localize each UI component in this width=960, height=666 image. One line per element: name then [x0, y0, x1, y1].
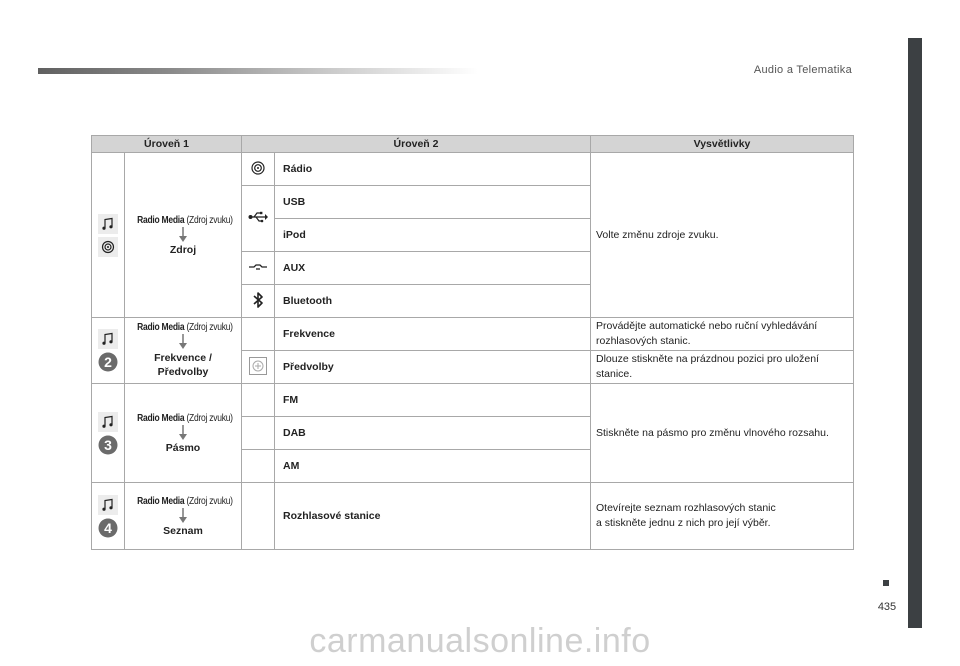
- page-number: 435: [877, 601, 897, 613]
- level1-label: Frekvence / Předvolby: [154, 352, 212, 378]
- level2-label: Rádio: [275, 153, 591, 186]
- aux-icon: [249, 262, 267, 272]
- radio-media-label: Radio Media: [137, 412, 185, 424]
- radio-icon: [98, 237, 118, 257]
- source-hint: (Zdroj zvuku): [186, 322, 233, 333]
- level2-label: FM: [275, 384, 591, 417]
- radio-media-label: Radio Media: [137, 495, 185, 507]
- music-note-icon: [98, 495, 118, 515]
- level2-label: Předvolby: [275, 351, 591, 384]
- header-explanation: Vysvětlivky: [591, 136, 854, 153]
- table-row: [92, 384, 854, 417]
- step-badge: [98, 435, 118, 455]
- step-badge: [98, 518, 118, 538]
- section-title: Audio a Telematika: [753, 64, 852, 76]
- explanation: Dlouze stiskněte na prázdnou pozici pro uložení stanice.: [591, 351, 854, 384]
- music-note-icon: [98, 214, 118, 234]
- level1-cell: [125, 384, 242, 483]
- header-level1: Úroveň 1: [92, 136, 242, 153]
- svg-text:4: 4: [104, 519, 112, 536]
- preset-icon: [249, 357, 267, 375]
- group-icons: [92, 384, 125, 483]
- radio-media-label: Radio Media: [137, 322, 185, 333]
- explanation: Volte změnu zdroje zvuku.: [591, 153, 854, 318]
- level2-label: Bluetooth: [275, 285, 591, 318]
- arrow-down-icon: [178, 227, 188, 243]
- step-badge: [98, 352, 118, 372]
- table-row: [92, 318, 854, 351]
- music-note-icon: [98, 412, 118, 432]
- table-row: [92, 483, 854, 550]
- level2-label: DAB: [275, 417, 591, 450]
- source-hint: (Zdroj zvuku): [186, 412, 233, 424]
- usb-icon: [248, 210, 268, 224]
- group-icons: [92, 153, 125, 318]
- group-icons: [92, 483, 125, 550]
- watermark: carmanualsonline.info: [309, 622, 651, 660]
- level1-label: Zdroj: [169, 243, 197, 256]
- level2-label: USB: [275, 186, 591, 219]
- level1-label: Pásmo: [165, 441, 201, 454]
- arrow-down-icon: [178, 334, 188, 350]
- svg-text:3: 3: [104, 436, 112, 453]
- level1-cell: [125, 318, 242, 384]
- arrow-down-icon: [178, 425, 188, 441]
- radio-icon: [250, 160, 266, 176]
- radio-media-label: Radio Media: [137, 214, 185, 226]
- table-row: [92, 153, 854, 186]
- svg-text:2: 2: [104, 354, 112, 370]
- level2-label: AUX: [275, 252, 591, 285]
- level2-label: AM: [275, 450, 591, 483]
- menu-table: [91, 135, 854, 550]
- group-icons: [92, 318, 125, 384]
- bluetooth-icon: [252, 291, 264, 309]
- level2-label: Frekvence: [275, 318, 591, 351]
- source-hint: (Zdroj zvuku): [186, 495, 233, 507]
- explanation: Provádějte automatické nebo ruční vyhledávání rozhlasových stanic.: [591, 318, 854, 351]
- chapter-sidebar-bar: [908, 38, 922, 628]
- level2-label: iPod: [275, 219, 591, 252]
- level2-label: Rozhlasové stanice: [275, 483, 591, 550]
- header-gradient-bar: [38, 68, 478, 74]
- level1-cell: [125, 153, 242, 318]
- arrow-down-icon: [178, 508, 188, 524]
- explanation: Stiskněte na pásmo pro změnu vlnového rozsahu.: [591, 384, 854, 483]
- level1-label: Seznam: [163, 524, 203, 537]
- source-hint: (Zdroj zvuku): [186, 214, 233, 226]
- music-note-icon: [98, 329, 118, 349]
- header-level2: Úroveň 2: [242, 136, 591, 153]
- page-marker: [883, 580, 889, 586]
- explanation: Otevírejte seznam rozhlasových stanic a stiskněte jednu z nich pro její výběr.: [591, 483, 854, 550]
- level1-cell: [125, 483, 242, 550]
